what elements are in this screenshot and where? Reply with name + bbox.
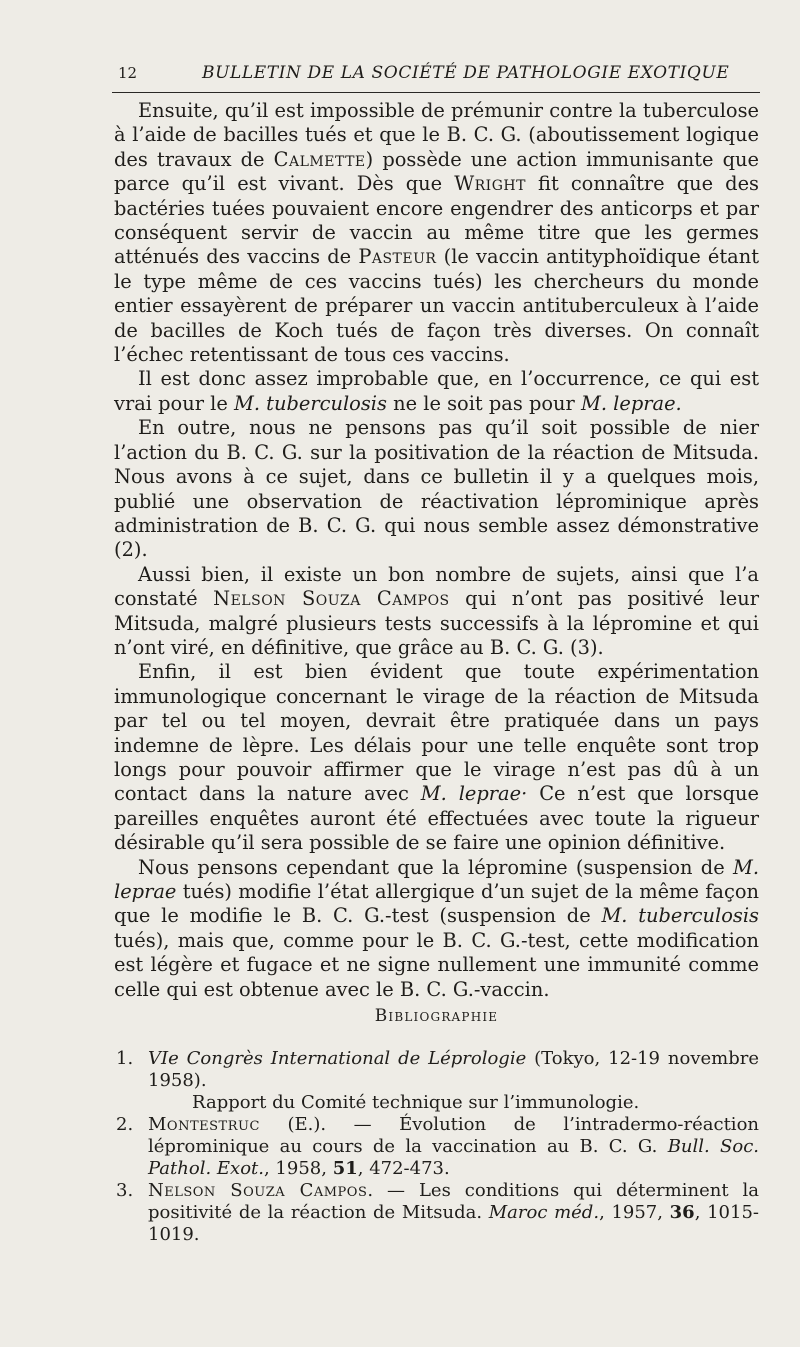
reference-author: Montestruc <box>148 1114 260 1135</box>
article-body <box>114 99 759 1002</box>
paragraph-1 <box>114 99 759 367</box>
species-name: M. leprae· <box>420 782 528 806</box>
paragraph-2 <box>114 367 759 416</box>
paragraph-6 <box>114 856 759 1002</box>
species-name: M. tuberculosis <box>234 391 387 415</box>
text-run: Enfin, il est bien évident que toute expérimentation immunologique concernant le virage de la réaction de Mitsuda par tel ou tel moyen, devrait être pratiquée dans un pays indemne de lèpre. Les délais pour une telle enquête sont trop longs pour pouvoir affirmer que le virage n’est pas dû à un contact dans la nature avec <box>114 660 759 806</box>
text-run: . — Les conditions qui déterminent la positivité de la réaction de Mitsuda. <box>148 1180 759 1223</box>
reference-author: Nelson Souza Campos <box>148 1180 368 1201</box>
bibliography-heading: Bibliographie <box>374 1006 499 1026</box>
paragraph-4 <box>114 563 759 661</box>
text-run: Ce n’est que lorsque pareilles enquêtes auront été effectuées avec toute la rigueur désirable qu’il sera possible de se faire une opinion définitive. <box>114 782 759 855</box>
paragraph-5 <box>114 660 759 855</box>
reference-number: 3. <box>116 1180 134 1201</box>
species-name: M. leprae <box>114 855 759 903</box>
text-run: , 472-473. <box>357 1158 450 1179</box>
text-run: ) possède une action immunisante que parce qu’il est vivant. Dès que <box>114 147 760 196</box>
author-name: Pasteur <box>358 245 437 269</box>
reference-number: 2. <box>116 1114 134 1135</box>
author-name: Nelson Souza Campos <box>213 587 450 611</box>
text-run: , 1958, <box>263 1158 333 1179</box>
author-name: Calmette <box>273 147 366 171</box>
text-run: tués), mais que, comme pour le B. C. G.-test, cette modification est légère et fugace et ne signe nullement une immunité comme celle qui est obtenue avec le B. C. G.-vaccin. <box>114 928 759 1001</box>
text-run: tués) modifie l’état allergique d’un sujet de la même façon que le modifie le B. C. G.-test (suspension de <box>114 880 759 928</box>
text-run: Aussi bien, il existe un bon nombre de sujets, ainsi que l’a constaté <box>114 562 759 611</box>
species-name: M. tuberculosis <box>601 904 759 928</box>
paragraph-3 <box>114 416 759 562</box>
text-run: (E.). — Évolution de l’intradermo-réaction léprominique au cours de la vaccination au B. C. G. <box>148 1114 759 1157</box>
text-run: , 1957, <box>599 1202 670 1223</box>
reference-journal: Maroc méd. <box>488 1202 600 1223</box>
reference-journal: Bull. Soc. Pathol. Exot. <box>148 1136 760 1179</box>
reference-number: 1. <box>116 1048 134 1069</box>
species-name: M. leprae. <box>580 391 682 415</box>
author-name: Wright <box>454 172 526 196</box>
reference-volume: 36 <box>669 1202 695 1223</box>
text-run: , 1015-1019. <box>148 1202 759 1245</box>
text-run: Nous pensons cependant que la lépromine (suspension de <box>138 855 733 879</box>
text-run: Il est donc assez improbable que, en l’occurrence, ce qui est vrai pour le <box>114 367 759 415</box>
bibliography-list <box>114 1048 759 1246</box>
text-run: (Tokyo, 12-19 novembre 1958). <box>148 1048 759 1091</box>
reference-item <box>114 1114 759 1180</box>
reference-continuation: Rapport du Comité technique sur l’immunologie. <box>192 1092 640 1113</box>
journal-title: BULLETIN DE LA SOCIÉTÉ DE PATHOLOGIE EXOTIQUE <box>202 63 730 83</box>
text-run: fit connaître que des bactéries tuées pouvaient encore engendrer des anticorps et par conséquent servir de vaccin au même titre que les germes atténués des vaccins de <box>114 172 759 269</box>
text-run: qui n’ont pas positivé leur Mitsuda, malgré plusieurs tests successifs à la lépromine et qui n’ont viré, en définitive, que grâce au B. C. G. (3). <box>114 587 759 659</box>
page-number: 12 <box>118 64 138 82</box>
reference-item <box>114 1048 759 1114</box>
text-run: En outre, nous ne pensons pas qu’il soit possible de nier l’action du B. C. G. sur la positivation de la réaction de Mitsuda. Nous avons à ce sujet, dans ce bulletin il y a quelques mois, publié une observation de réactivation léprominique après administration de B. C. G. qui nous semble assez démonstrative (2). <box>114 416 759 562</box>
reference-volume: 51 <box>332 1158 358 1179</box>
text-run: Ensuite, qu’il est impossible de prémunir contre la tuberculose à l’aide de bacilles tués et que le B. C. G. (aboutissement logique des travaux de <box>114 99 759 171</box>
text-run: (le vaccin antityphoïdique étant le type même de ces vaccins tués) les chercheurs du monde entier essayèrent de préparer un vaccin antituberculeux à l’aide de bacilles de Koch tués de façon très diverses. On connaît l’échec retentissant de tous ces vaccins. <box>114 245 759 367</box>
reference-title: VIe Congrès International de Léprologie <box>148 1048 527 1069</box>
running-head <box>112 58 760 93</box>
reference-item <box>114 1180 759 1246</box>
text-run: ne le soit pas pour <box>386 391 581 415</box>
